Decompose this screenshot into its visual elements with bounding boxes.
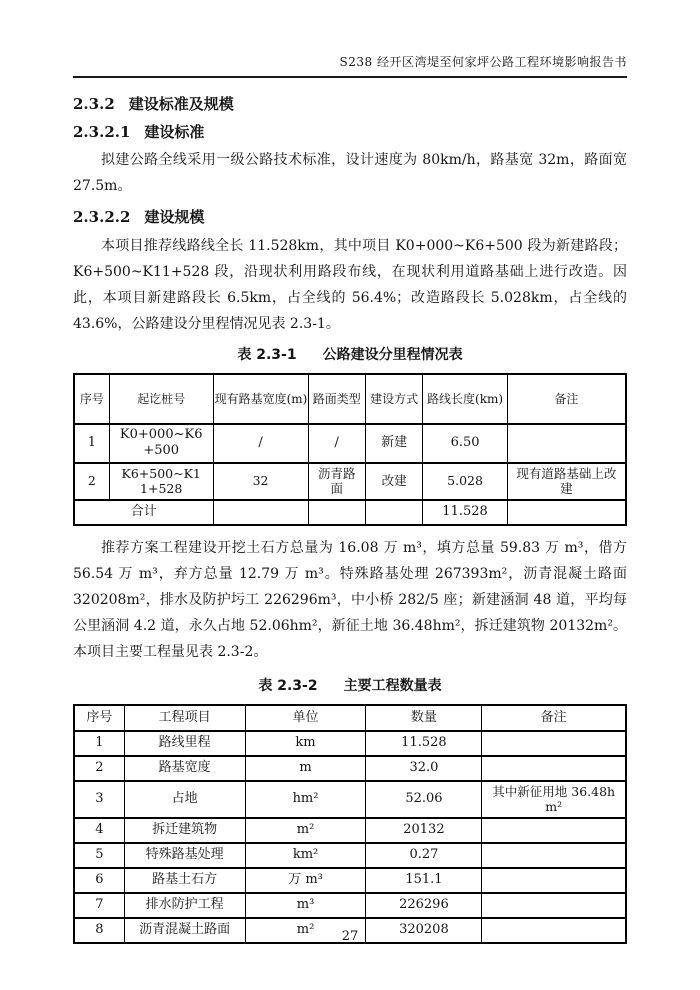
table2-cell: 7 xyxy=(74,893,124,918)
table1-header-cell: 备注 xyxy=(507,374,626,424)
table2-cell: 52.06 xyxy=(366,781,482,818)
table1-header-cell: 路面类型 xyxy=(308,374,365,424)
table2-cell: 4 xyxy=(74,818,124,843)
table2-cell: 32.0 xyxy=(366,756,482,781)
table2-row xyxy=(74,868,626,893)
table2-cell: 沥青混凝土路面 xyxy=(124,918,245,943)
table2-header-cell: 单位 xyxy=(245,705,366,731)
table2-caption-label: 表 2.3-2 xyxy=(258,677,318,694)
table2-cell: 8 xyxy=(74,918,124,943)
table1-cell: 32 xyxy=(213,463,308,500)
heading-number: 2.3.2.1 xyxy=(73,123,131,141)
table1-note-cell: 现有道路基础上改建 xyxy=(507,463,626,500)
table2-cell: 3 xyxy=(74,781,124,818)
table1-row xyxy=(74,463,626,500)
table2-cell xyxy=(482,843,626,868)
table2-row xyxy=(74,843,626,868)
table2-cell: 320208 xyxy=(366,918,482,943)
table-road-mileage xyxy=(73,373,627,526)
table1-row xyxy=(74,424,626,463)
table2-caption-title: 主要工程数量表 xyxy=(343,677,442,694)
table2-cell: 特殊路基处理 xyxy=(124,843,245,868)
table2-cell: 2 xyxy=(74,756,124,781)
paragraph-quantities: 推荐方案工程建设开挖土石方总量为 16.08 万 m³，填方总量 59.83 万 m³，借方 56.54 万 m³，弃方总量 12.79 万 m³。特殊路基处理 267393m²，沥青混凝土路面 320208m²，排水及防护圬工 226296m³，中小桥 282/5 座；新建涵洞 48 道，平均每公里涵洞 4.2 道，永久占地 52.06hm²，新征土地 36.48hm²，拆迁建筑物 20132m²。本项目主要工程量见表 2.3-2。 xyxy=(73,539,627,660)
table2-cell: 1 xyxy=(74,731,124,756)
table2-cell: 151.1 xyxy=(366,868,482,893)
table2-row xyxy=(74,893,626,918)
running-header xyxy=(73,0,627,78)
paragraph-mileage: 本项目推荐线路线全长 11.528km，其中项目 K0+000~K6+500 段为新建路段；K6+500~K11+528 段，沿现状利用路段布线，在现状利用道路基础上进行改造。因此，本项目新建路段长 6.5km，占全线的 56.4%；改造路段长 5.028km，占全线的 43.6%，公路建设分里程情况见表 2.3-1。 xyxy=(73,238,627,332)
table2-cell: hm² xyxy=(245,781,366,818)
table2-header-row xyxy=(74,705,626,731)
page-footer xyxy=(0,929,700,944)
table2-cell: 路基土石方 xyxy=(124,868,245,893)
table2-cell xyxy=(482,868,626,893)
table1-cell: / xyxy=(308,424,365,463)
table1-header-cell: 序号 xyxy=(74,374,109,424)
table1-total-label: 合计 xyxy=(74,500,213,525)
table1-cell: 5.028 xyxy=(423,463,507,500)
table2-cell: 0.27 xyxy=(366,843,482,868)
paragraph-standards: 拟建公路全线采用一级公路技术标准，设计速度为 80km/h，路基宽 32m，路面宽 27.5m。 xyxy=(73,152,627,194)
table1-header-cell: 起讫桩号 xyxy=(109,374,213,424)
table2-cell: 20132 xyxy=(366,818,482,843)
table2-cell: 5 xyxy=(74,843,124,868)
table2-header-cell: 序号 xyxy=(74,705,124,731)
table1-cell: K0+000~K6+500 xyxy=(109,424,213,463)
table2-cell: 226296 xyxy=(366,893,482,918)
table2-row xyxy=(74,756,626,781)
heading-2-3-2-2 xyxy=(73,207,627,227)
table2-cell: m³ xyxy=(245,893,366,918)
page-number: 27 xyxy=(341,929,359,944)
heading-text: 建设标准 xyxy=(144,123,205,141)
table2-header-cell: 数量 xyxy=(366,705,482,731)
table1-cell: 1 xyxy=(74,424,109,463)
table2-cell: 路基宽度 xyxy=(124,756,245,781)
table1-cell: / xyxy=(213,424,308,463)
table2-cell xyxy=(482,756,626,781)
heading-text: 建设规模 xyxy=(144,208,205,226)
table2-cell: 占地 xyxy=(124,781,245,818)
table1-cell xyxy=(308,500,365,525)
table1-caption-title: 公路建设分里程情况表 xyxy=(322,347,463,363)
running-header-text: S238 经开区湾堤至何家坪公路工程环境影响报告书 xyxy=(339,55,627,69)
table2-cell: m² xyxy=(245,818,366,843)
table1-total-row xyxy=(74,500,626,525)
table1-cell: 改建 xyxy=(365,463,422,500)
table2-caption xyxy=(73,678,627,695)
table1-header-cell: 路线长度(km) xyxy=(423,374,507,424)
table2-cell: m xyxy=(245,756,366,781)
table1-header-cell: 现有路基宽度(m) xyxy=(213,374,308,424)
table2-header-cell: 备注 xyxy=(482,705,626,731)
table2-cell: 万 m³ xyxy=(245,868,366,893)
table1-cell xyxy=(365,500,422,525)
table2-cell: m² xyxy=(245,918,366,943)
table1-caption xyxy=(73,347,627,364)
table1-cell xyxy=(213,500,308,525)
table2-cell: 6 xyxy=(74,868,124,893)
table2-row xyxy=(74,731,626,756)
table1-cell xyxy=(507,500,626,525)
heading-number: 2.3.2.2 xyxy=(73,208,131,226)
table2-row xyxy=(74,818,626,843)
heading-text: 建设标准及规模 xyxy=(128,95,234,113)
table1-cell: 新建 xyxy=(365,424,422,463)
table1-cell: 2 xyxy=(74,463,109,500)
table2-cell: 11.528 xyxy=(366,731,482,756)
table1-cell: 沥青路面 xyxy=(308,463,365,500)
table1-cell: 6.50 xyxy=(423,424,507,463)
table-engineering-quantities xyxy=(73,704,627,944)
table2-cell xyxy=(482,893,626,918)
heading-2-3-2 xyxy=(73,94,627,114)
heading-2-3-2-1 xyxy=(73,122,627,142)
table2-cell: km² xyxy=(245,843,366,868)
table1-header-cell: 建设方式 xyxy=(365,374,422,424)
table1-caption-label: 表 2.3-1 xyxy=(237,347,297,363)
table2-cell xyxy=(482,818,626,843)
table2-cell: km xyxy=(245,731,366,756)
table1-cell xyxy=(507,424,626,463)
heading-number: 2.3.2 xyxy=(73,95,115,113)
table2-cell: 排水防护工程 xyxy=(124,893,245,918)
table1-cell: K6+500~K11+528 xyxy=(109,463,213,500)
table2-note-cell: 其中新征用地 36.48hm² xyxy=(482,781,626,818)
table1-header-row xyxy=(74,374,626,424)
table2-cell xyxy=(482,731,626,756)
table1-total-length: 11.528 xyxy=(423,500,507,525)
table2-header-cell: 工程项目 xyxy=(124,705,245,731)
table2-row xyxy=(74,781,626,818)
table2-cell: 拆迁建筑物 xyxy=(124,818,245,843)
table2-cell: 路线里程 xyxy=(124,731,245,756)
